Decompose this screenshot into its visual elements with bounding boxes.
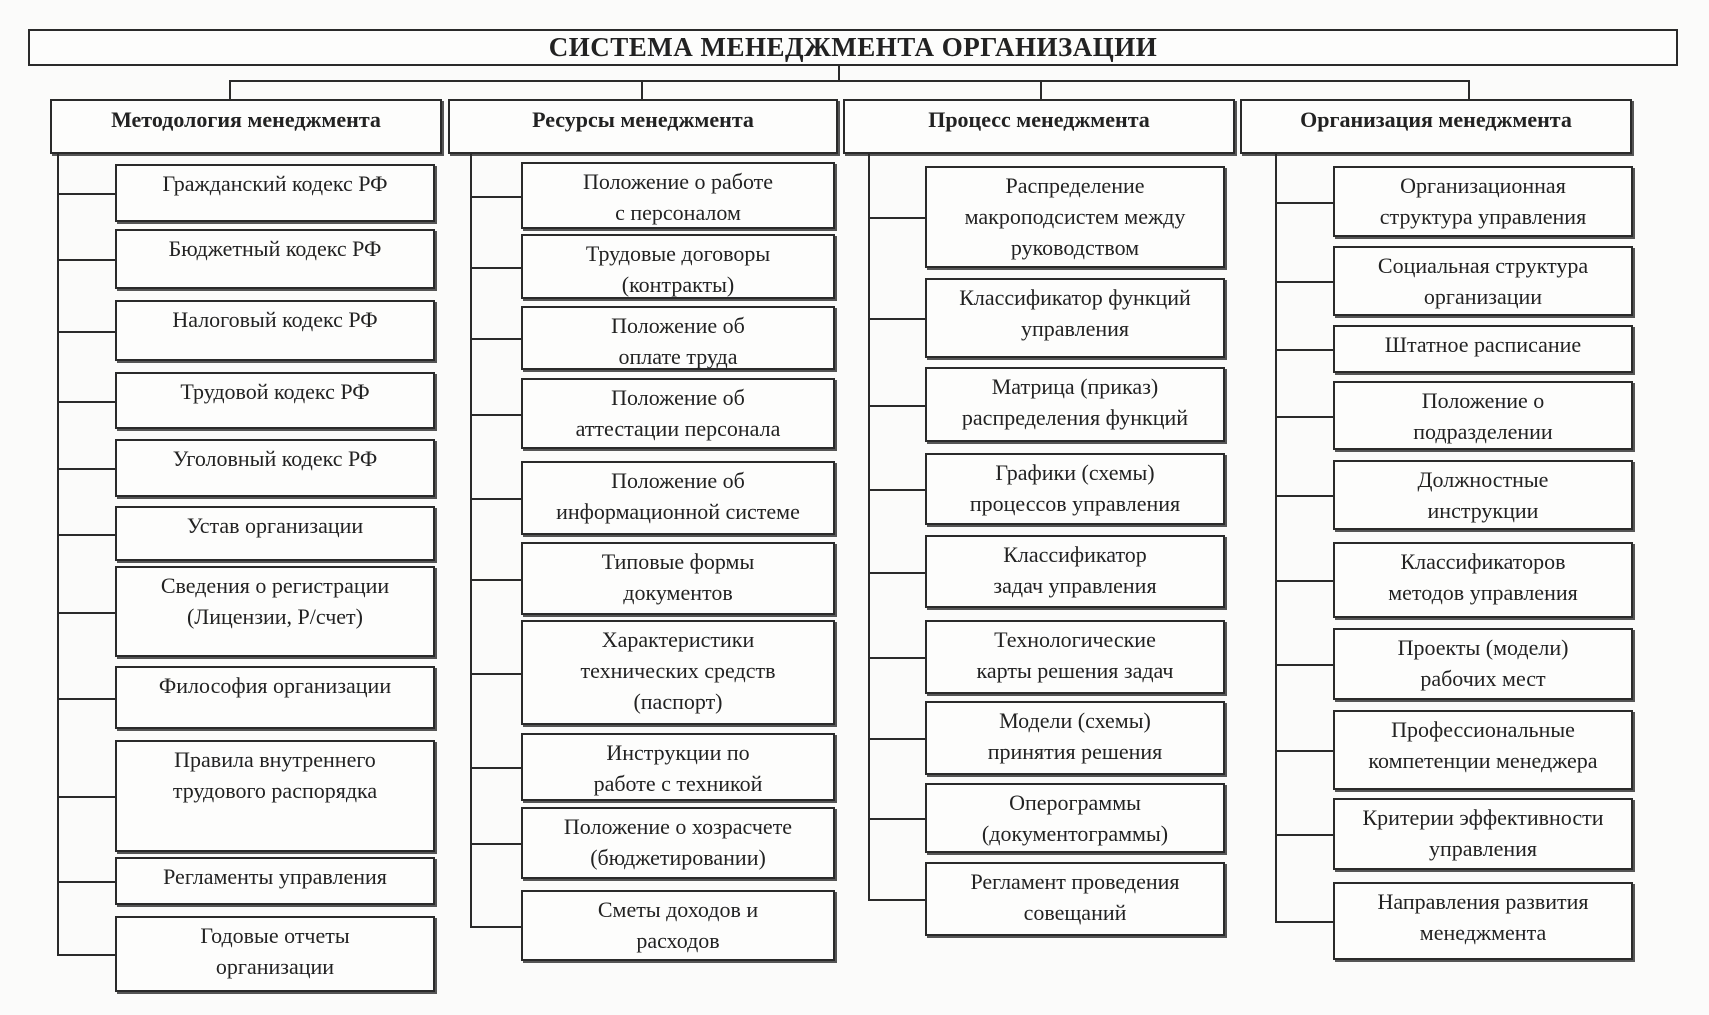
document-box [115, 506, 435, 561]
connector-line [470, 414, 521, 416]
document-box [925, 367, 1225, 442]
document-box [115, 229, 435, 289]
document-box-label: Правила внутреннего трудового распорядка [172, 747, 378, 803]
document-box [521, 461, 835, 535]
connector-line [1275, 580, 1333, 582]
document-box-label: Положение о подразделении [1413, 388, 1553, 444]
title-stem-line [838, 66, 840, 81]
document-box [521, 162, 835, 229]
document-box [1333, 542, 1633, 618]
connector-line [57, 954, 115, 956]
column-header-organization [1240, 99, 1632, 154]
document-box [521, 890, 835, 961]
document-box-label: Распределение макроподсистем между руководством [964, 173, 1186, 260]
document-box-label: Типовые формы документов [601, 549, 755, 605]
document-box-label: Положение о хозрасчете (бюджетировании) [563, 814, 793, 870]
column-header-label: Ресурсы менеджмента [532, 107, 754, 132]
document-box-label: Должностные инструкции [1417, 467, 1549, 523]
column-header-label: Организация менеджмента [1300, 107, 1572, 132]
connector-line [57, 401, 115, 403]
connector-line [57, 468, 115, 470]
document-box-label: Уголовный кодекс РФ [172, 446, 378, 471]
document-box-label: Технологические карты решения задач [976, 627, 1174, 683]
header-drop-line-process [1040, 80, 1042, 99]
spine-line-organization [1275, 154, 1277, 922]
document-box-label: Организационная структура управления [1379, 173, 1587, 229]
connector-line [1275, 202, 1333, 204]
connector-line [470, 498, 521, 500]
column-header-methodology [50, 99, 442, 154]
column-header-resources [448, 99, 838, 154]
connector-line [470, 843, 521, 845]
connector-line [1275, 349, 1333, 351]
connector-line [470, 579, 521, 581]
document-box-label: Философия организации [158, 673, 392, 698]
document-box [115, 566, 435, 657]
header-drop-line-organization [1468, 80, 1470, 99]
connector-line [868, 818, 925, 820]
document-box-label: Социальная структура организации [1377, 253, 1589, 309]
connector-line [1275, 750, 1333, 752]
connector-line [1275, 834, 1333, 836]
document-box-label: Трудовые договоры (контракты) [585, 241, 771, 297]
connector-line [57, 193, 115, 195]
document-box-label: Штатное расписание [1384, 332, 1582, 357]
document-box-label: Проекты (модели) рабочих мест [1397, 635, 1569, 691]
connector-line [57, 698, 115, 700]
connector-line [1275, 664, 1333, 666]
document-box [925, 278, 1225, 358]
document-box-label: Положение об информационной системе [556, 468, 800, 524]
document-box [521, 542, 835, 615]
document-box [115, 300, 435, 361]
spine-line-methodology [57, 154, 59, 955]
document-box-label: Устав организации [186, 513, 364, 538]
document-box-label: Положение об аттестации персонала [575, 385, 781, 441]
document-box-label: Положение об оплате труда [611, 313, 745, 369]
document-box-label: Трудовой кодекс РФ [180, 379, 370, 404]
header-drop-line-resources [641, 80, 643, 99]
connector-line [470, 267, 521, 269]
document-box [521, 306, 835, 370]
document-box-label: Классификатор задач управления [993, 542, 1157, 598]
document-box [925, 620, 1225, 694]
document-box [521, 378, 835, 449]
document-box-label: Критерии эффективности управления [1362, 805, 1604, 861]
connector-line [57, 796, 115, 798]
document-box [925, 783, 1225, 853]
document-box [925, 701, 1225, 775]
document-box-label: Матрица (приказ) распределения функций [961, 374, 1189, 430]
document-box-label: Инструкции по работе с техникой [593, 740, 763, 796]
connector-line [868, 899, 925, 901]
document-box [115, 857, 435, 905]
document-box-label: Модели (схемы) принятия решения [987, 708, 1163, 764]
connector-line [868, 318, 925, 320]
connector-line [1275, 281, 1333, 283]
document-box-label: Налоговый кодекс РФ [172, 307, 378, 332]
connector-line [470, 338, 521, 340]
connector-line [57, 881, 115, 883]
connector-line [57, 612, 115, 614]
document-box-label: Классификатор функций управления [959, 285, 1191, 341]
document-box-label: Характеристики технических средств (паспорт) [580, 627, 776, 714]
document-box-label: Бюджетный кодекс РФ [168, 236, 382, 261]
document-box [521, 620, 835, 725]
document-box [925, 862, 1225, 936]
document-box [1333, 381, 1633, 450]
document-box [925, 166, 1225, 268]
document-box [1333, 710, 1633, 790]
document-box [521, 733, 835, 801]
spine-line-process [868, 154, 870, 900]
connector-line [470, 926, 521, 928]
connector-line [470, 673, 521, 675]
document-box-label: Гражданский кодекс РФ [162, 171, 388, 196]
document-box-label: Сметы доходов и расходов [597, 897, 759, 953]
column-header-process [843, 99, 1235, 154]
header-drop-line-methodology [229, 80, 231, 99]
connector-line [868, 489, 925, 491]
connector-line [1275, 495, 1333, 497]
connector-line [868, 405, 925, 407]
column-header-label: Методология менеджмента [111, 107, 381, 132]
document-box [1333, 628, 1633, 700]
document-box [521, 807, 835, 879]
diagram-title: СИСТЕМА МЕНЕДЖМЕНТА ОРГАНИЗАЦИИ [28, 29, 1678, 66]
connector-line [1275, 416, 1333, 418]
document-box [1333, 798, 1633, 870]
connector-line [868, 217, 925, 219]
document-box-label: Классификаторов методов управления [1388, 549, 1578, 605]
document-box [115, 439, 435, 497]
document-box [1333, 246, 1633, 316]
document-box-label: Профессиональные компетенции менеджера [1368, 717, 1598, 773]
document-box [925, 453, 1225, 525]
document-box [115, 666, 435, 729]
document-box [115, 916, 435, 992]
document-box [925, 535, 1225, 608]
document-box-label: Положение о работе с персоналом [582, 169, 774, 225]
connector-line [57, 259, 115, 261]
document-box [115, 372, 435, 429]
connector-line [868, 738, 925, 740]
connector-line [57, 534, 115, 536]
document-box [1333, 460, 1633, 530]
document-box-label: Направления развития менеджмента [1377, 889, 1589, 945]
document-box [115, 740, 435, 852]
connector-line [868, 657, 925, 659]
connector-line [868, 572, 925, 574]
top-rail-line [229, 80, 1469, 82]
connector-line [470, 196, 521, 198]
document-box [1333, 325, 1633, 373]
document-box [1333, 166, 1633, 237]
connector-line [470, 767, 521, 769]
spine-line-resources [470, 154, 472, 927]
column-header-label: Процесс менеджмента [928, 107, 1150, 132]
document-box-label: Оперограммы (документограммы) [981, 790, 1169, 846]
connector-line [57, 331, 115, 333]
document-box [115, 164, 435, 222]
document-box [1333, 882, 1633, 960]
document-box-label: Сведения о регистрации (Лицензии, Р/счет) [160, 573, 390, 629]
document-box-label: Регламент проведения совещаний [970, 869, 1180, 925]
document-box-label: Регламенты управления [163, 864, 387, 889]
document-box [521, 234, 835, 299]
connector-line [1275, 921, 1333, 923]
document-box-label: Графики (схемы) процессов управления [969, 460, 1181, 516]
document-box-label: Годовые отчеты организации [200, 923, 350, 979]
